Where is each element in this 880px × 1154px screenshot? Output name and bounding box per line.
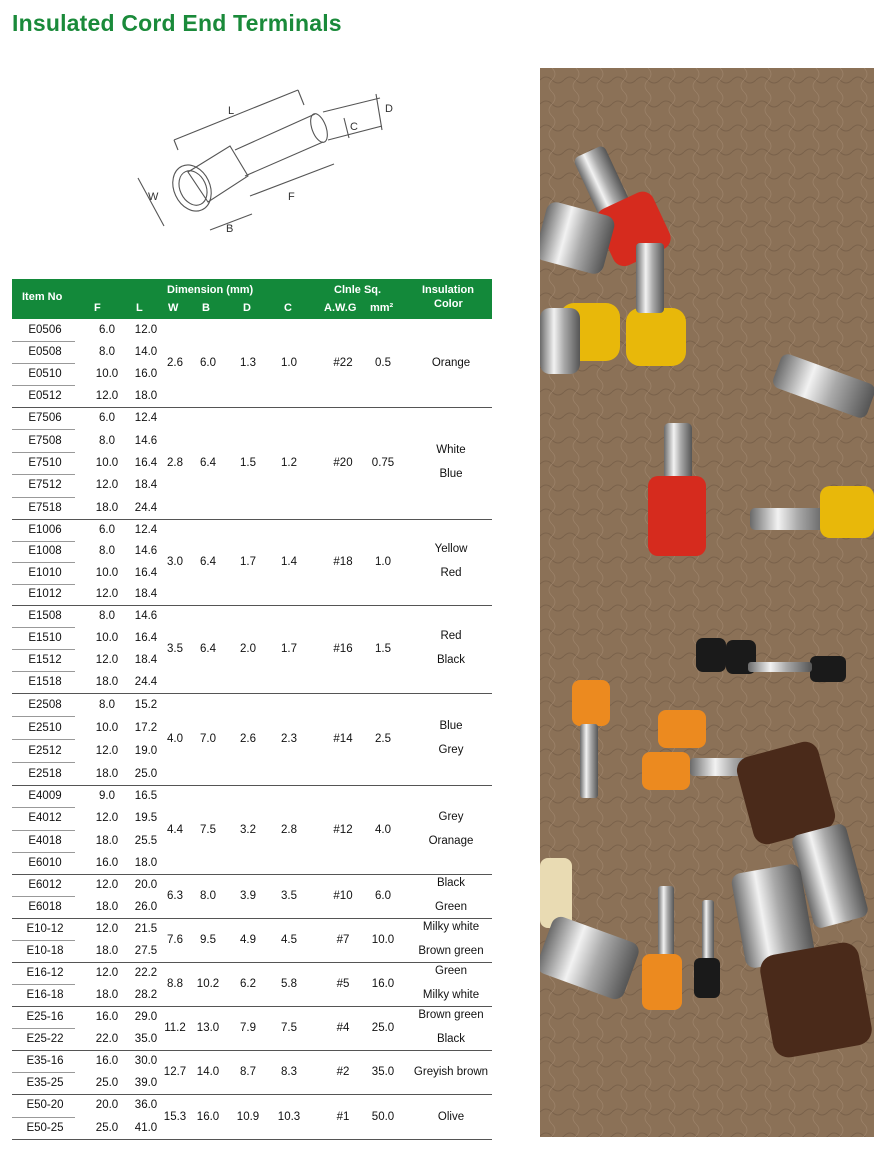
- insulation-color-cell: Orange: [431, 357, 471, 369]
- label-D: D: [385, 103, 393, 115]
- table-row: [12, 520, 492, 542]
- w-cell: 2.8: [167, 457, 183, 469]
- item-no-cell: E25-16: [26, 1011, 64, 1023]
- l-cell: 28.2: [134, 989, 158, 1001]
- d-cell: 10.9: [236, 1110, 260, 1123]
- d-cell: 6.2: [240, 978, 256, 990]
- f-cell: 8.0: [99, 698, 115, 711]
- f-cell: 10.0: [95, 632, 119, 644]
- header-color: Color: [434, 298, 463, 310]
- f-cell: 25.0: [95, 1121, 119, 1134]
- awg-cell: #5: [336, 978, 350, 990]
- table-row: [12, 386, 492, 408]
- table-row: [12, 672, 492, 694]
- d-cell: 1.3: [240, 357, 256, 369]
- item-no-cell: E50-20: [26, 1099, 64, 1112]
- item-no-cell: E1512: [28, 654, 62, 666]
- table-row: [12, 408, 492, 430]
- l-cell: 15.2: [134, 698, 158, 711]
- awg-cell: #2: [336, 1066, 350, 1078]
- item-no-cell: E1010: [28, 566, 62, 579]
- f-cell: 22.0: [95, 1033, 119, 1045]
- item-no-cell: E25-22: [26, 1033, 64, 1045]
- l-cell: 16.5: [134, 790, 158, 803]
- insulation-color-cell: Black: [436, 1033, 466, 1045]
- l-cell: 36.0: [134, 1099, 158, 1112]
- f-cell: 12.0: [95, 479, 119, 492]
- header-insulation: Insulation: [422, 284, 474, 296]
- mm2-cell: 2.5: [375, 733, 391, 745]
- mm2-cell: 1.5: [375, 643, 391, 655]
- item-no-cell: E10-18: [26, 945, 64, 957]
- awg-cell: #10: [333, 890, 353, 902]
- f-cell: 10.0: [95, 721, 119, 734]
- label-F: F: [288, 191, 295, 203]
- l-cell: 24.4: [134, 676, 158, 688]
- item-no-cell: E2508: [28, 698, 62, 711]
- table-row: [12, 695, 492, 717]
- item-no-cell: E0506: [28, 324, 62, 336]
- insulation-color-cell: Black: [436, 877, 466, 889]
- b-cell: 8.0: [200, 890, 216, 902]
- w-cell: 6.3: [167, 890, 183, 902]
- f-cell: 8.0: [99, 610, 115, 622]
- d-cell: 4.9: [240, 934, 256, 946]
- awg-cell: #4: [336, 1022, 350, 1034]
- c-cell: 7.5: [281, 1022, 297, 1034]
- c-cell: 1.2: [281, 457, 297, 469]
- c-cell: 4.5: [281, 934, 297, 946]
- w-cell: 3.0: [167, 556, 183, 568]
- item-no-cell: E7508: [28, 434, 62, 447]
- l-cell: 21.5: [134, 923, 158, 935]
- f-cell: 16.0: [95, 1011, 119, 1023]
- header-dimension: Dimension (mm): [167, 284, 254, 296]
- item-no-cell: E7510: [28, 457, 62, 469]
- l-cell: 24.4: [134, 501, 158, 514]
- item-no-cell: E50-25: [26, 1121, 64, 1134]
- insulation-color-cell: Oranage: [428, 834, 474, 847]
- item-no-cell: E16-12: [26, 967, 64, 979]
- item-no-cell: E10-12: [26, 923, 64, 935]
- l-cell: 12.4: [134, 412, 158, 425]
- l-cell: 26.0: [134, 901, 158, 913]
- mm2-cell: 16.0: [371, 978, 395, 990]
- l-cell: 20.0: [134, 879, 158, 891]
- table-row: [12, 764, 492, 786]
- l-cell: 22.2: [134, 967, 158, 979]
- w-cell: 7.6: [167, 934, 183, 946]
- insulation-color-cell: Milky white: [422, 921, 480, 933]
- f-cell: 18.0: [95, 834, 119, 847]
- c-cell: 2.8: [281, 823, 297, 836]
- c-cell: 1.7: [281, 643, 297, 655]
- insulation-color-cell: Yellow: [434, 543, 468, 555]
- f-cell: 18.0: [95, 901, 119, 913]
- l-cell: 16.4: [134, 632, 158, 644]
- insulation-color-cell: Milky white: [422, 989, 480, 1001]
- insulation-color-cell: White: [436, 444, 466, 456]
- header-b: B: [202, 302, 210, 314]
- f-cell: 25.0: [95, 1077, 119, 1089]
- d-cell: 1.7: [240, 556, 256, 568]
- insulation-color-cell: Red: [440, 567, 462, 579]
- l-cell: 30.0: [134, 1055, 158, 1067]
- ferrules-illustration: [540, 68, 874, 1137]
- l-cell: 18.4: [134, 588, 158, 601]
- item-no-cell: E2512: [28, 744, 62, 757]
- f-cell: 9.0: [99, 790, 115, 803]
- awg-cell: #7: [336, 934, 350, 946]
- f-cell: 6.0: [99, 324, 115, 336]
- c-cell: 2.3: [281, 733, 297, 745]
- b-cell: 13.0: [196, 1022, 220, 1034]
- insulation-color-cell: Brown green: [418, 1009, 484, 1021]
- f-cell: 12.0: [95, 654, 119, 666]
- w-cell: 15.3: [163, 1110, 187, 1123]
- l-cell: 27.5: [134, 945, 158, 957]
- header-item-no: Item No: [22, 291, 63, 303]
- f-cell: 12.0: [95, 588, 119, 601]
- item-no-cell: E4009: [28, 790, 62, 803]
- table-row: [12, 320, 492, 342]
- l-cell: 18.0: [134, 856, 158, 869]
- mm2-cell: 1.0: [375, 556, 391, 568]
- l-cell: 16.4: [134, 457, 158, 469]
- f-cell: 8.0: [99, 346, 115, 358]
- b-cell: 10.2: [196, 978, 220, 990]
- item-no-cell: E4018: [28, 834, 62, 847]
- b-cell: 9.5: [200, 934, 216, 946]
- item-no-cell: E2510: [28, 721, 62, 734]
- f-cell: 12.0: [95, 879, 119, 891]
- l-cell: 39.0: [134, 1077, 158, 1089]
- header-c: C: [284, 302, 292, 314]
- d-cell: 3.9: [240, 890, 256, 902]
- l-cell: 14.6: [134, 545, 158, 558]
- item-no-cell: E1510: [28, 632, 62, 644]
- header-l: L: [136, 302, 143, 314]
- header-cable: Clnle Sq.: [334, 284, 382, 296]
- b-cell: 7.0: [200, 733, 216, 745]
- d-cell: 2.6: [240, 733, 256, 745]
- label-C: C: [350, 121, 358, 133]
- c-cell: 10.3: [277, 1110, 301, 1123]
- l-cell: 35.0: [134, 1033, 158, 1045]
- table-row: [12, 606, 492, 628]
- item-no-cell: E6012: [28, 879, 62, 891]
- f-cell: 12.0: [95, 390, 119, 402]
- l-cell: 18.4: [134, 654, 158, 666]
- f-cell: 16.0: [95, 1055, 119, 1067]
- item-no-cell: E16-18: [26, 989, 64, 1001]
- mm2-cell: 0.5: [375, 357, 391, 369]
- l-cell: 18.4: [134, 479, 158, 492]
- b-cell: 14.0: [196, 1066, 220, 1078]
- b-cell: 7.5: [200, 823, 216, 836]
- f-cell: 18.0: [95, 676, 119, 688]
- l-cell: 16.4: [134, 566, 158, 579]
- insulation-color-cell: Greyish brown: [413, 1066, 489, 1078]
- w-cell: 4.0: [167, 733, 183, 745]
- header-d: D: [243, 302, 251, 314]
- l-cell: 14.6: [134, 434, 158, 447]
- d-cell: 2.0: [240, 643, 256, 655]
- b-cell: 6.4: [200, 643, 216, 655]
- insulation-color-cell: Olive: [437, 1110, 465, 1123]
- table-row: [12, 498, 492, 520]
- b-cell: 6.0: [200, 357, 216, 369]
- item-no-cell: E35-25: [26, 1077, 64, 1089]
- mm2-cell: 0.75: [371, 457, 395, 469]
- f-cell: 6.0: [99, 412, 115, 425]
- w-cell: 4.4: [167, 823, 183, 836]
- f-cell: 6.0: [99, 523, 115, 536]
- l-cell: 25.5: [134, 834, 158, 847]
- l-cell: 12.4: [134, 523, 158, 536]
- b-cell: 16.0: [196, 1110, 220, 1123]
- item-no-cell: E7506: [28, 412, 62, 425]
- insulation-color-cell: Grey: [438, 744, 464, 756]
- l-cell: 16.0: [134, 368, 158, 380]
- header-f: F: [94, 302, 101, 314]
- l-cell: 18.0: [134, 390, 158, 402]
- label-B: B: [226, 223, 234, 235]
- insulation-color-cell: Brown green: [418, 945, 484, 957]
- group-divider: [12, 1139, 492, 1140]
- insulation-color-cell: Green: [435, 901, 467, 913]
- mm2-cell: 25.0: [371, 1022, 395, 1034]
- mm2-cell: 50.0: [371, 1110, 395, 1123]
- l-cell: 41.0: [134, 1121, 158, 1134]
- l-cell: 29.0: [134, 1011, 158, 1023]
- insulation-color-cell: Green: [435, 965, 467, 977]
- l-cell: 19.0: [134, 744, 158, 757]
- f-cell: 18.0: [95, 989, 119, 1001]
- f-cell: 8.0: [99, 545, 115, 558]
- item-no-cell: E4012: [28, 812, 62, 825]
- d-cell: 1.5: [240, 457, 256, 469]
- table-header: [12, 279, 492, 319]
- item-no-cell: E7512: [28, 479, 62, 492]
- w-cell: 8.8: [167, 978, 183, 990]
- item-no-cell: E6010: [28, 856, 62, 869]
- d-cell: 7.9: [240, 1022, 256, 1034]
- f-cell: 12.0: [95, 967, 119, 979]
- f-cell: 12.0: [95, 812, 119, 825]
- item-no-cell: E7518: [28, 501, 62, 514]
- c-cell: 8.3: [281, 1066, 297, 1078]
- table-row: [12, 786, 492, 808]
- d-cell: 3.2: [240, 823, 256, 836]
- item-no-cell: E1008: [28, 545, 62, 558]
- w-cell: 2.6: [167, 357, 183, 369]
- w-cell: 11.2: [164, 1022, 186, 1034]
- f-cell: 18.0: [95, 501, 119, 514]
- label-W: W: [148, 191, 159, 203]
- f-cell: 12.0: [95, 923, 119, 935]
- item-no-cell: E0508: [28, 346, 62, 358]
- f-cell: 20.0: [95, 1099, 119, 1112]
- awg-cell: #18: [333, 556, 353, 568]
- l-cell: 12.0: [134, 324, 158, 336]
- f-cell: 18.0: [95, 767, 119, 780]
- insulation-color-cell: Blue: [439, 468, 463, 480]
- f-cell: 12.0: [95, 744, 119, 757]
- f-cell: 10.0: [95, 368, 119, 380]
- b-cell: 6.4: [200, 556, 216, 568]
- c-cell: 5.8: [281, 978, 297, 990]
- f-cell: 8.0: [99, 434, 115, 447]
- insulation-color-cell: Red: [440, 630, 462, 642]
- product-photo: [540, 68, 874, 1137]
- item-no-cell: E1006: [28, 523, 62, 536]
- awg-cell: #1: [336, 1110, 350, 1123]
- mm2-cell: 35.0: [371, 1066, 395, 1078]
- c-cell: 1.4: [281, 556, 297, 568]
- table-row: [12, 584, 492, 606]
- item-no-cell: E1012: [28, 588, 62, 601]
- terminal-dimension-diagram: [130, 80, 400, 250]
- f-cell: 10.0: [95, 566, 119, 579]
- mm2-cell: 4.0: [375, 823, 391, 836]
- w-cell: 3.5: [167, 643, 183, 655]
- l-cell: 17.2: [134, 721, 158, 734]
- l-cell: 14.0: [134, 346, 158, 358]
- w-cell: 12.7: [163, 1066, 187, 1078]
- l-cell: 19.5: [134, 812, 158, 825]
- awg-cell: #12: [333, 823, 353, 836]
- item-no-cell: E35-16: [26, 1055, 64, 1067]
- item-no-cell: E1518: [28, 676, 62, 688]
- label-L: L: [228, 105, 235, 117]
- b-cell: 6.4: [200, 457, 216, 469]
- header-awg: A.W.G: [324, 302, 357, 314]
- header-mm2: mm²: [370, 302, 394, 314]
- d-cell: 8.7: [240, 1066, 256, 1078]
- item-no-cell: E1508: [28, 610, 62, 622]
- item-no-cell: E2518: [28, 767, 62, 780]
- l-cell: 14.6: [134, 610, 158, 622]
- awg-cell: #22: [333, 357, 353, 369]
- insulation-color-cell: Black: [436, 654, 466, 666]
- f-cell: 18.0: [95, 945, 119, 957]
- awg-cell: #14: [333, 733, 353, 745]
- item-no-cell: E0512: [28, 390, 62, 402]
- c-cell: 1.0: [281, 357, 297, 369]
- insulation-color-cell: Blue: [439, 720, 463, 732]
- l-cell: 25.0: [134, 767, 158, 780]
- item-no-cell: E6018: [28, 901, 62, 913]
- mm2-cell: 10.0: [371, 934, 395, 946]
- f-cell: 16.0: [95, 856, 119, 869]
- item-no-cell: E0510: [28, 368, 62, 380]
- c-cell: 3.5: [281, 890, 297, 902]
- f-cell: 10.0: [95, 457, 119, 469]
- awg-cell: #20: [333, 457, 353, 469]
- mm2-cell: 6.0: [375, 890, 391, 902]
- awg-cell: #16: [333, 643, 353, 655]
- header-w: W: [168, 302, 179, 314]
- page-title: Insulated Cord End Terminals: [12, 10, 342, 36]
- table-row: [12, 853, 492, 875]
- insulation-color-cell: Grey: [438, 810, 464, 823]
